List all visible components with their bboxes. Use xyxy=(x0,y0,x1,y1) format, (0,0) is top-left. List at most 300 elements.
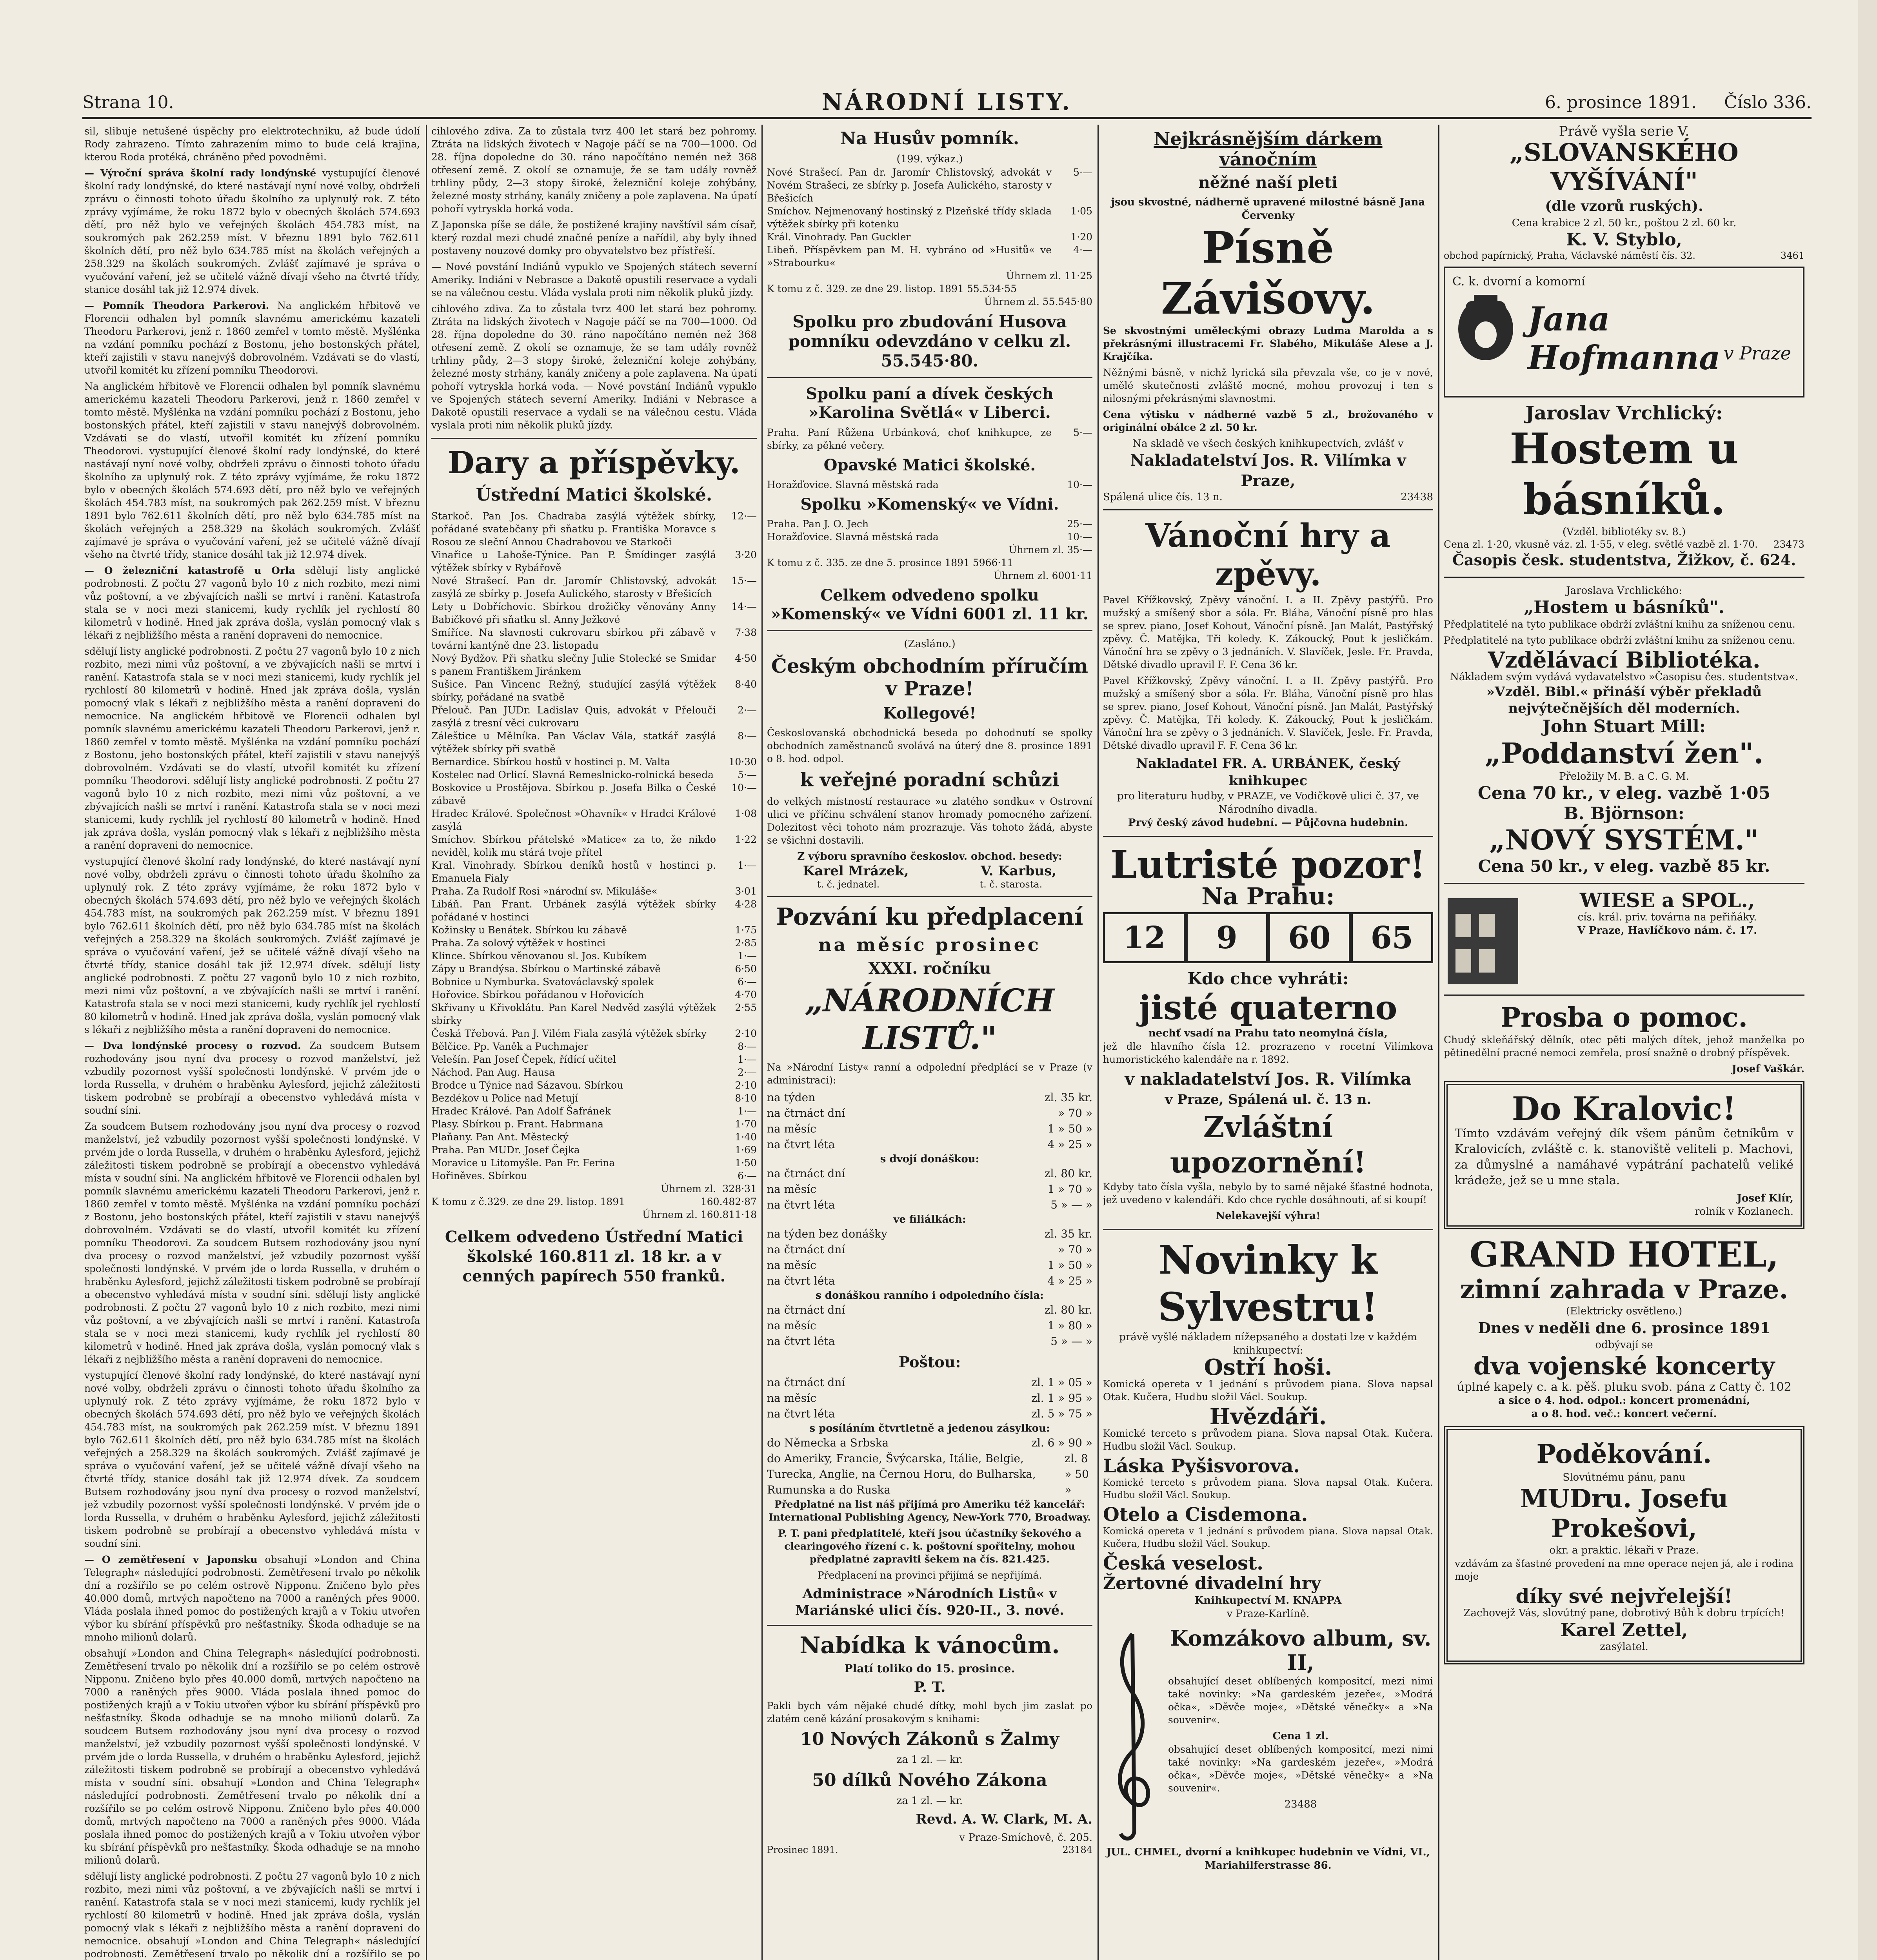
hofmann-name: Jana Hofmanna xyxy=(1528,299,1721,377)
lottery-text: jež dle hlavního čísla 12. prozrazeno v rocetní Vilímkova humoristického kalendáře na r. 1892. xyxy=(1103,1041,1433,1065)
donor-row-amount: 1·22 xyxy=(735,834,757,845)
page-header xyxy=(82,87,1812,118)
section-rule xyxy=(1103,836,1433,837)
invite-volume: XXXI. ročníku xyxy=(868,959,991,978)
donor-row xyxy=(431,962,757,975)
donor-row xyxy=(431,678,757,704)
play-text: Komické terceto s průvodem piana. Slova napsal Otak. Kučera. Hudbu složil Václ. Soukup. xyxy=(1103,1477,1433,1501)
donor-row-amount: 1·— xyxy=(738,1054,757,1065)
dekovani-sign: Karel Zettel, xyxy=(1560,1619,1688,1641)
column-ads-misc xyxy=(1444,125,1804,1960)
price-value: » 70 » xyxy=(1058,1243,1092,1256)
article: sdělují listy anglické podrobnosti. Z počtu 27 vagonů bylo 10 z nich rozbito, mezi nimi vůz poštovní, a ve zbývajících našli se mrtví i ranění. Katastrofa stala se v noci mezi stanicemi, kudy rychlík jel rychlostí 80 kilometrů v hodině. Hned jak zpráva došla, vyslán pomocný vlak s lékaři z nejbližšího města a ranění dopraveni do nemocnice. obsahují »London and China Telegraph« následující podrobnosti. Zemětřesení trvalo po několik dní a rozšířilo se po xyxy=(84,1871,420,1960)
komensky-closing: Celkem odvedeno spolku »Komenský« ve Vídni 6001 zl. 11 kr. xyxy=(771,586,1088,623)
donor-row xyxy=(431,1131,757,1143)
donor-row-text: Klince. Sbírkou věnovanou sl. Jos. Kubíkem xyxy=(431,950,647,962)
donor-row xyxy=(431,704,757,730)
price-group-label: s donáškou ranního i odpoledního čísla: xyxy=(816,1290,1044,1301)
donor-row-amount: 6·50 xyxy=(735,963,757,975)
donor-row-amount: 15·— xyxy=(731,575,757,586)
wiese-title: WIESE a SPOL., xyxy=(1579,889,1755,912)
vysiv-price: Cena krabice 2 zl. 50 kr., poštou 2 zl. 60 kr. xyxy=(1512,217,1737,229)
lottery-numbers xyxy=(1103,912,1433,963)
section-rule xyxy=(431,438,757,439)
donor-row-text: Starkoč. Pan Jos. Chadraba zasýlá výtěžek sbírky, pořádané svatebčany při sňatku p. Františka Moravce s Rosou ze sleční Annou Chadrabovou ve Starkoči xyxy=(431,510,716,548)
donor-row xyxy=(431,936,757,949)
vrchlicky-author: Jaroslav Vrchlický: xyxy=(1525,402,1723,424)
schuze-signatures xyxy=(767,863,1092,879)
price-value: 4 » 25 » xyxy=(1047,1274,1092,1287)
wiese-text xyxy=(1530,890,1804,988)
donor-row-text: Bělčice. Pp. Vaněk a Puchmajer xyxy=(431,1041,589,1052)
price-row xyxy=(767,1197,1092,1213)
donor-row-text: Nový Bydžov. Při sňatku slečny Julie Stolecké se Smidar s panem Františkem Jiránkem xyxy=(431,653,716,677)
hotel-time: a sice o 4. hod. odpol.: koncert promenádní, xyxy=(1498,1395,1750,1406)
vrchlicky-2-text: Předplatitelé na tyto publikace obdrží zvláštní knihu za sníženou cenu. xyxy=(1444,635,1795,646)
lottery-line: Kdo chce vyhráti: xyxy=(1187,969,1349,988)
column-divider xyxy=(1097,125,1099,1960)
karolina-title: Spolku paní a dívek českých »Karolina Světlá« v Liberci. xyxy=(806,385,1054,422)
donor-row-amount: 8·10 xyxy=(735,1093,757,1104)
lottery-number: 60 xyxy=(1268,912,1351,963)
dekovani-sub: okr. a praktic. lékaři v Praze. xyxy=(1549,1544,1699,1556)
donor-row-amount: 8·40 xyxy=(735,679,757,690)
price-period: na čtrnáct dní xyxy=(767,1107,845,1120)
price-value: 1 » 50 » xyxy=(1047,1259,1092,1272)
komensky-row xyxy=(767,517,1092,530)
article: obsahují »London and China Telegraph« následující podrobnosti. Zemětřesení trvalo po několik dní a rozšířilo se po celém ostrově Nipponu. Zničeno bylo přes 40.000 domů, mrtvých napočteno na 7000 a raněných přes 9000. Vláda poslala ihned pomoc do postižených krajů a v Tokiu utvořen výbor ku sbírání příspěvků pro nešťastníky. Škoda odhaduje se na mnoho milionů dolarů. Za soudcem Butsem rozhodovány jsou nyní dva procesy o rozvod manželství, jež vzbudily pozornost vyšší společnosti londýnské. V prvém jde o lorda Russella, v druhém o hraběnku Aylesford, jejichž záležitosti tiskem podrobně se probírají a obecenstvo vyhledává místa v soudní síni. obsahují »London and China Telegraph« následující podrobnosti. Zemětřesení trvalo po několik dní a rozšířilo se po celém ostrově Nipponu. Zničeno bylo přes 40.000 domů, mrtvých napočteno na 7000 a raněných přes 9000. Vláda poslala ihned pomoc do postižených krajů a v Tokiu utvořen výbor ku sbírání příspěvků pro nešťastníky. Škoda odhaduje se na mnoho milionů dolarů. xyxy=(84,1648,420,1866)
price-group-label: s posíláním čtvrtletně a jedenou zásylkou: xyxy=(809,1423,1050,1434)
terceto-text: Komické terceto s průvodem piana. Slova napsal Otak. Kučera. Hudbu složil Václ. Soukup. xyxy=(1103,1428,1433,1452)
knapp-title: Knihkupectví M. KNAPPA xyxy=(1194,1595,1342,1606)
article: — O zemětřesení v Japonsku obsahují »London and China Telegraph« následující podrobnosti. Zemětřesení trvalo po několik dní a rozšířilo se po celém ostrově Nipponu. Zničeno bylo přes 40.000 domů, mrtvých napočteno na 7000 a raněných přes 9000. Vláda poslala ihned pomoc do postižených krajů a v Tokiu utvořen výbor ku sbírání příspěvků pro nešťastníky. Škoda odhaduje se na mnoho milionů dolarů. xyxy=(84,1554,420,1643)
invite-title: Pozvání ku předplacení xyxy=(776,903,1083,931)
book-description: Se skvostnými uměleckými obrazy Ludma Marolda a s překrásnými illustracemi Fr. Slabého, Mikuláše Alese a J. Krajčíka. xyxy=(1103,325,1433,362)
hus-subtitle: (199. výkaz.) xyxy=(896,153,963,165)
hus-row xyxy=(767,166,1092,205)
hotel-subtitle: zimní zahrada v Praze. xyxy=(1460,1274,1788,1305)
mill-book: „Poddanství žen". xyxy=(1485,737,1764,770)
price-list-foreign xyxy=(767,1435,1092,1498)
donor-row xyxy=(431,1143,757,1156)
hus-prev: K tomu z č. 329. ze dne 29. listop. 1891 55.534·55 xyxy=(767,283,1017,294)
book-description-2: Něžnými básně, v nichž lyrická sila převzala vše, co je v nové, umělé skutečnosti zvláště mocné, mohou provozuj i ten s nilosnými překrásnými slavnostmi. xyxy=(1103,367,1433,404)
article: — Pomník Theodora Parkerovi. Na anglickém hřbitově ve Florencii odhalen byl pomník slavnému americkému kazateli Theodoru Parkerovi, jenž r. 1860 zemřel v tomto městě. Myšlénka na vzdání pomníku pochází z Bostonu, jeho bostonských přátel, kteří zajistili v stavu nanejvýš dobrovolném. Vzdávati se do vlastí, utvořil komitét ku zřízení pomníku Theodorovi. xyxy=(84,300,420,376)
donor-row-text: Hradec Králové. Společnost »Ohavník« v Hradci Králové zasýlá xyxy=(431,808,716,832)
donor-row-text: Hradec Králové. Pan Adolf Šafránek xyxy=(431,1105,611,1117)
treble-clef-icon xyxy=(1103,1626,1162,1846)
donor-row-amount: 5·— xyxy=(738,769,757,780)
donor-row xyxy=(431,574,757,600)
article-heading: — O zemětřesení v Japonsku xyxy=(84,1554,258,1565)
lottery-number: 9 xyxy=(1186,912,1268,963)
prosba-sign: Josef Vaškár. xyxy=(1732,1063,1804,1075)
price-group-label: s dvojí donáškou: xyxy=(880,1153,979,1165)
schuze-title: k veřejné poradní schůzi xyxy=(800,769,1059,791)
kralovice-sign: Josef Klír, xyxy=(1737,1192,1793,1204)
price-row xyxy=(767,1105,1092,1121)
zaslano-label: (Zasláno.) xyxy=(904,638,956,650)
donor-row xyxy=(431,949,757,962)
donor-row-amount: 8·— xyxy=(738,1041,757,1052)
play-title: Česká veselost. xyxy=(1103,1552,1263,1574)
price-row xyxy=(767,1258,1092,1273)
donor-row-amount: 4·28 xyxy=(735,898,757,910)
section-rule xyxy=(767,1625,1092,1626)
price-period: na týden bez donášky xyxy=(767,1227,887,1240)
section-rule xyxy=(1444,577,1804,578)
komzak-text: obsahující deset oblíbených kompositcí, mezi nimi také novinky: »Na gardeském jezeře«, »Modrá očka«, »Děvče moje«, »Dětské věnečky« a »Na souvenir«. xyxy=(1168,1675,1433,1726)
donations-subtitle: Ústřední Matici školské. xyxy=(476,485,712,505)
price-period: na týden xyxy=(767,1091,816,1104)
donor-row-text: Zápy u Brandýsa. Sbírkou o Martinské zábavě xyxy=(431,963,661,975)
donor-row xyxy=(431,1105,757,1118)
price-value: 5 » — » xyxy=(1050,1198,1092,1211)
komzak-text: obsahující deset oblíbených kompositcí, mezi nimi také novinky: »Na gardeském jezeře«, »Modrá očka«, »Děvče moje«, »Dětské věnečky« a »Na souvenir«. xyxy=(1168,1744,1433,1794)
article: Za soudcem Butsem rozhodovány jsou nyní dva procesy o rozvod manželství, jež vzbudily pozornost vyšší společnosti londýnské. V prvém jde o lorda Russella, v druhém o hraběnku Aylesford, jejichž záležitosti tiskem podrobně se probírají a obecenstvo vyhledává místa v soudní síni. Na anglickém hřbitově ve Florencii odhalen byl pomník slavnému americkému kazateli Theodoru Parkerovi, jenž r. 1860 zemřel v tomto městě. Myšlénka na vzdání pomníku pochází z Bostonu, jeho bostonských přátel, kteří zajistili v stavu nanejvýš dobrovolném. Vzdávati se do vlastí, utvořil komitét ku zřízení pomníku Theodorovi. Za soudcem Butsem rozhodovány jsou nyní dva procesy o rozvod manželství, jež vzbudily pozornost vyšší společnosti londýnské. V prvém jde o lorda Russella, v druhém o hraběnku Aylesford, jejichž záležitosti tiskem podrobně se probírají a obecenstvo vyhledává místa v soudní síni. sdělují listy anglické podrobnosti. Z počtu 27 vagonů bylo 10 z nich rozbito, mezi nimi vůz poštovní, a ve zbývajících našli se mrtví i ranění. Katastrofa stala se v noci mezi stanicemi, kudy rychlík jel rychlostí 80 kilometrů v hodině. Hned jak zpráva došla, vyslán pomocný vlak s lékaři z nejbližšího města a ranění dopraveni do nemocnice. xyxy=(84,1121,420,1365)
donor-row-amount: 1·50 xyxy=(735,1157,757,1169)
kupci-text: Českoslovanská obchodnická beseda po dohodnutí se spolky obchodních zaměstnanců svolává na úterý dne 8. prosince 1891 o 8. hod. odpol. xyxy=(767,727,1092,764)
lottery-number: 65 xyxy=(1351,912,1434,963)
kralovice-ad xyxy=(1444,1081,1804,1229)
donations-closing: Celkem odvedeno Ústřední Matici školské 160.811 zl. 18 kr. a v cenných papírech 550 franků. xyxy=(445,1228,743,1285)
bjornson-author: B. Björnson: xyxy=(1564,804,1684,824)
hofmann-place: v Praze xyxy=(1723,343,1791,364)
hus-row-amount: 5·— xyxy=(1073,167,1092,178)
hofmann-ad xyxy=(1444,267,1804,397)
page-margin xyxy=(1858,0,1877,1960)
play-title: Otelo a Cisdemona. xyxy=(1103,1504,1308,1526)
warning-text: Kdyby tato čísla vyšla, nebylo by to samé nějaké šťastné hodnota, jež uvedeno v kalendáři. Kdo chce rychle dosáhnouti, ať si koupí! xyxy=(1103,1181,1433,1205)
donor-row xyxy=(431,768,757,781)
signature: V. Karbus, xyxy=(981,863,1057,879)
column-news-2 xyxy=(431,125,757,1960)
donor-row xyxy=(431,755,757,768)
ad-headline: Nejkrásnějším dárkem vánočním xyxy=(1154,128,1383,170)
publisher-address: Spálená ulice čís. 13 n. 23438 xyxy=(1103,491,1433,503)
kralovice-sign-2: rolník v Kozlanech. xyxy=(1694,1206,1793,1218)
kralovice-title: Do Kralovic! xyxy=(1512,1090,1737,1128)
hus-row-text: Nové Strašecí. Pan dr. Jaromír Chlistovský, advokát v Novém Strašeci, ze sbírky p. Josefa Aulického, starosty v Břešicích xyxy=(767,167,1052,204)
donor-row-amount: 10·— xyxy=(731,782,757,793)
column-ads-books xyxy=(1103,125,1433,1960)
donor-row xyxy=(431,1066,757,1079)
donor-row-amount: 1·70 xyxy=(735,1118,757,1130)
prosba-text: Chudý skleňářský dělník, otec pěti malých dítek, jehož manželka po pětinedělní pracné nemoci zemřela, prosí snažně o drobný příspěvek. xyxy=(1444,1034,1804,1058)
signature-role: t. č. starosta. xyxy=(979,879,1043,890)
donor-row-amount: 2·— xyxy=(738,1067,757,1078)
donor-row-amount: 10·30 xyxy=(729,756,757,768)
lottery-title: Lutristé pozor! xyxy=(1110,842,1426,887)
article: sdělují listy anglické podrobnosti. Z počtu 27 vagonů bylo 10 z nich rozbito, mezi nimi vůz poštovní, a ve zbývajících našli se mrtví i ranění. Katastrofa stala se v noci mezi stanicemi, kudy rychlík jel rychlostí 80 kilometrů v hodině. Hned jak zpráva došla, vyslán pomocný vlak s lékaři z nejbližšího města a ranění dopraveni do nemocnice. Na anglickém hřbitově ve Florencii odhalen byl pomník slavnému americkému kazateli Theodoru Parkerovi, jenž r. 1860 zemřel v tomto městě. Myšlénka na vzdání pomníku pochází z Bostonu, jeho bostonských přátel, kteří zajistili v stavu nanejvýš dobrovolném. Vzdávati se do vlastí, utvořil komitét ku zřízení pomníku Theodorovi. sdělují listy anglické podrobnosti. Z počtu 27 vagonů bylo 10 z nich rozbito, mezi nimi vůz poštovní, a ve zbývajících našli se mrtví i ranění. Katastrofa stala se v noci mezi stanicemi, kudy rychlík jel rychlostí 80 kilometrů v hodině. Hned jak zpráva došla, vyslán pomocný vlak s lékaři z nejbližšího města a ranění dopraveni do nemocnice. xyxy=(84,646,420,851)
section-rule xyxy=(1103,509,1433,510)
donor-row xyxy=(431,1118,757,1131)
article-heading: — Dva londýnské procesy o rozvod. xyxy=(84,1040,301,1051)
article-text: Z Japonska píše se dále, že postižené krajiny navštívil sám císař, který rozdal mezi chudé značné peníze a nařídil, aby byly ihned postaveny nouzové domky pro obyvatelstvo bez přístřeší. xyxy=(431,219,757,256)
christmas-pt: P. T. xyxy=(914,1679,946,1695)
karolina-row: Praha. Paní Růžena Urbánková, choť knihkupce, ze sbírky, za pěkné večery. 5·— xyxy=(767,427,1092,451)
price-value: zl. 35 kr. xyxy=(1044,1091,1092,1104)
sum-row: Úhrnem zl. 328·31 xyxy=(661,1183,757,1194)
donor-row xyxy=(431,781,757,807)
section-rule xyxy=(767,377,1092,378)
komzak-title: Komzákovo album, sv. II, xyxy=(1170,1626,1432,1675)
hus-row xyxy=(767,230,1092,243)
section-rule xyxy=(767,896,1092,897)
vrchlicky-price: Cena zl. 1·20, vkusně váz. zl. 1·55, v eleg. světlé vazbě zl. 1·70. 23473 xyxy=(1444,539,1804,550)
article-heading: — O železniční katastrofě u Orla xyxy=(84,565,295,576)
donor-row-amount: 7·38 xyxy=(735,627,757,638)
factory-icon xyxy=(1444,890,1522,988)
donor-row xyxy=(431,548,757,574)
ad-subline: jsou skvostné, nádherně upravené milostné básně Jana Červenky xyxy=(1111,196,1425,221)
price-row xyxy=(767,1226,1092,1242)
donor-row-text: Smíříce. Na slavnosti cukrovaru sbírkou při zábavě v tovární kantýně dne 23. listopadu xyxy=(431,627,716,651)
price-group-label: ve filiálkách: xyxy=(893,1214,966,1225)
admin-address: Administrace »Národních Listů« v Mariánské ulici čís. 920-II., 3. nové. xyxy=(795,1586,1065,1618)
invite-text: Na »Národní Listy« ranní a odpolední předplácí se v Praze (v administraci): xyxy=(767,1062,1092,1086)
price-value: 4 » 25 » xyxy=(1047,1138,1092,1151)
hotel-time: a o 8. hod. več.: koncert večerní. xyxy=(1531,1408,1717,1420)
donor-row-text: Vinařice u Lahoše-Týnice. Pan P. Šmídinger zasýlá výtěžek sbírky v Rybářově xyxy=(431,549,716,573)
lottery-publisher-address: v Praze, Spálená ul. č. 13 n. xyxy=(1165,1092,1372,1107)
article: — O železniční katastrofě u Orla sdělují listy anglické podrobnosti. Z počtu 27 vagonů bylo 10 z nich rozbito, mezi nimi vůz poštovní, a ve zbývajících našli se mrtví i ranění. Katastrofa stala se v noci mezi stanicemi, kudy rychlík jel rychlostí 80 kilometrů v hodině. Hned jak zpráva došla, vyslán pomocný vlak s lékaři z nejbližšího města a ranění dopraveni do nemocnice. xyxy=(84,565,420,641)
christmas-title: Nabídka k vánocům. xyxy=(799,1632,1060,1659)
donor-row-text: Plaňany. Pan Ant. Městecký xyxy=(431,1131,569,1143)
hotel-given: odbývají se xyxy=(1595,1339,1653,1351)
donor-row-amount: 1·— xyxy=(738,860,757,871)
komensky-row-text: Horažďovice. Slavná městská rada xyxy=(767,531,939,543)
knapp-address: v Praze-Karlíně. xyxy=(1227,1608,1310,1620)
kupci-title: Českým obchodním příručím v Praze! xyxy=(771,654,1088,700)
donor-row-amount: 1·75 xyxy=(735,924,757,936)
donor-row-text: Bezdékov u Police nad Metují xyxy=(431,1093,578,1104)
price-row xyxy=(767,1406,1092,1422)
dekovani-text: vzdávám za šťastné provedení na mne operace nejen já, ale i rodina moje xyxy=(1455,1558,1793,1582)
cheque-note: P. T. pani předplatitelé, kteří jsou účastníky šekového a clearingového řízení c. k. poštovní spořitelny, mohou předplatné zapraviti šekem na čís. 821.425. xyxy=(778,1528,1081,1565)
mill-translators: Přeložily M. B. a C. G. M. xyxy=(1559,771,1689,782)
price-period: na měsíc xyxy=(767,1122,816,1135)
donor-row-text: Libáň. Pan Frant. Urbánek zasýlá výtěžek sbírky pořádané v hostinci xyxy=(431,898,716,923)
donor-row xyxy=(431,510,757,548)
article-heading: — Výroční správa školní rady londýnské xyxy=(84,167,316,179)
donor-row-text: Velešín. Pan Josef Čepek, řídící učitel xyxy=(431,1054,616,1065)
invite-paper: „NÁRODNÍCH LISTŮ." xyxy=(805,982,1055,1056)
vrchlicky-note: (Vzděl. bibliotéky sv. 8.) xyxy=(1562,526,1686,538)
dekovani-ad xyxy=(1444,1426,1804,1664)
christmas-subtitle: Platí toliko do 15. prosince. xyxy=(844,1662,1015,1675)
donor-row xyxy=(431,975,757,988)
hus-row-text: Král. Vinohrady. Pan Guckler xyxy=(767,231,911,243)
hofmann-top: C. k. dvorní a komorní xyxy=(1452,275,1585,289)
section-rule xyxy=(1103,1229,1433,1230)
donor-row xyxy=(431,833,757,859)
price-period: na čtvrt léta xyxy=(767,1407,835,1420)
previous-sum-row: K tomu z č.329. ze dne 29. listop. 1891 160.482·87 xyxy=(431,1196,757,1207)
prosba-title: Prosba o pomoc. xyxy=(1500,1002,1748,1033)
price-value: zl. 8 » 50 » xyxy=(1065,1452,1089,1496)
article-text: cihlového zdiva. Za to zůstala tvrz 400 let stará bez pohromy. Ztráta na lidských životech v Nagoje páčí se na 700—1000. Od 28. října dopoledne do 30. ráno napočítáno nemén než 368 otřesení země. Z okolí se oznamuje, že se tam udály rovněž trhliny půdy, 2—3 stopy široké, železniční koleje zohýbány, železné mosty strhány, kanály zničeny a pole zaplavena. Na úpatí pohoří vytryskla horká voda. — Nové povstání Indiánů vypuklo ve Spojených státech severní Ameriky. Indiáni v Nebrasce a Dakotě opustili reservace a vydali se na válečnou cestu. Vláda vyslala proti nim několik pluků jízdy. xyxy=(431,303,757,431)
price-period: na čtvrt léta xyxy=(767,1138,835,1151)
donor-row-text: Brodce u Týnice nad Sázavou. Sbírkou xyxy=(431,1080,623,1091)
price-row xyxy=(767,1435,1092,1451)
games-text: Pavel Křížkovský, Zpěvy vánoční. I. a II. Zpěvy pastýřů. Pro mužský a smíšený sbor a sóla. Fr. Bláha, Vánoční písně pro hlas se sprev. piano, Josef Kohout, Vánoční písně. Jan Malát, Pastýřský zpěvy. Č. Matějka, Tři koledy. K. Zákoucký, Pout k jesličkám. Vánoční hra se zpěvy o 3 jednáních. V. Slavíček, Jesle. Fr. Pravda, Dětské divadlo upravil F. F. Cena 36 kr. xyxy=(1103,594,1433,670)
operetta-text: Komická opereta v 1 jednání s průvodem piana. Slova napsal Otak. Kučera, Hudbu složil Václ. Soukup. xyxy=(1103,1378,1433,1403)
hus-row-text: Smíchov. Nejmenovaný hostinský z Plzeňské třídy sklada výtěžek sbírky při kotenku xyxy=(767,205,1052,230)
komensky-row-amount: 10·— xyxy=(1067,531,1092,543)
price-list-twice xyxy=(767,1302,1092,1349)
donor-row-text: Kožinsky u Benátek. Sbírkou ku zábavě xyxy=(431,924,627,936)
wiese-sub: cís. král. priv. továrna na peřiňáky. xyxy=(1577,911,1757,923)
donor-row xyxy=(431,807,757,833)
vysiv-head: Právě vyšla serie V. xyxy=(1559,125,1690,139)
komensky-row xyxy=(767,530,1092,543)
cheque-note-2: Předplacení na provinci přijímá se nepřijímá. xyxy=(817,1570,1042,1581)
donor-row-text: Boskovice u Prostějova. Sbírkou p. Josefa Bilka o České zábavě xyxy=(431,782,716,806)
price-row xyxy=(767,1137,1092,1152)
styblo-name: K. V. Styblo, xyxy=(1566,230,1682,250)
donor-row-amount: 3·01 xyxy=(735,886,757,897)
dekovani-title: Poděkování. xyxy=(1536,1439,1712,1469)
christmas-text: Pakli bych vám nějaké chudé dítky, mohl bych jim zaslat po zlatém ceně kázání prosakovým s knihami: xyxy=(767,1700,1092,1724)
section-rule xyxy=(767,630,1092,631)
donor-row-amount: 4·70 xyxy=(735,989,757,1000)
donor-row-text: Bobnice u Nymburka. Svatováclavský spolek xyxy=(431,976,654,987)
price-period: na měsíc xyxy=(767,1183,816,1196)
mill-author: John Stuart Mill: xyxy=(1543,717,1706,737)
donor-row xyxy=(431,1001,757,1027)
donor-row-text: Nové Strašecí. Pan dr. Jaromír Chlistovský, advokát zasýlá ze sbírky p. Josefa Aulického, starosty v Břešicích xyxy=(431,575,716,599)
publisher-line: Na skladě ve všech českých knihkupectvích, zvlášť v xyxy=(1132,438,1404,450)
donor-row-amount: 1·40 xyxy=(735,1131,757,1143)
price-row xyxy=(767,1390,1092,1406)
header-rule xyxy=(82,117,1812,119)
publisher-name: Nakladatelství Jos. R. Vilímka v Praze, xyxy=(1130,451,1406,490)
komensky-title: Spolku »Komenský« ve Vídni. xyxy=(800,495,1059,514)
donor-row-text: Sušice. Pan Vincenc Režný, studující zasýlá výtěžek sbírky, pořádané na svatbě xyxy=(431,679,716,703)
price-period: do Ameriky, Francie, Švýcarska, Itálie, Belgie, Turecka, Anglie, na Černou Horu, do Bulharska, Rumunska a do Ruska xyxy=(767,1452,1036,1496)
schuze-text: do velkých místností restaurace »u zlatého sondku« v Ostrovní ulici ve příčinu schválení stanov hromady pomocného zařízení. Dolezitost věci tohoto nám prozrazuje. Vás tohoto žádá, abyste se všichni dostavili. xyxy=(767,796,1092,846)
column-divider xyxy=(761,125,763,1960)
price-group-label: Poštou: xyxy=(898,1353,961,1371)
lottery-publisher: v nakladatelství Jos. R. Vilímka xyxy=(1125,1069,1412,1089)
price-period: do Německa a Srbska xyxy=(767,1436,889,1449)
price-row xyxy=(767,1121,1092,1137)
hus-row-amount: 4·— xyxy=(1073,244,1092,256)
komensky-row-text: Praha. Pan J. O. Jech xyxy=(767,518,869,530)
donor-row xyxy=(431,885,757,898)
donor-row-amount: 1·— xyxy=(738,950,757,962)
price-value: » 70 » xyxy=(1058,1107,1092,1120)
section-rule xyxy=(1444,883,1804,884)
price-row xyxy=(767,1090,1092,1105)
donor-row-text: Hořiněves. Sbírkou xyxy=(431,1170,527,1181)
column-news-1 xyxy=(84,125,420,1960)
price-row xyxy=(767,1242,1092,1258)
komzak-text-block xyxy=(1168,1626,1433,1846)
double-headed-eagle-icon xyxy=(1452,292,1519,366)
price-value: zl. 80 kr. xyxy=(1044,1167,1092,1180)
price-value: 5 » — » xyxy=(1050,1335,1092,1348)
article: vystupující členové školní rady londýnské, do které nastávají nyní nové volby, obdrželi zprávu o činnosti tohoto úřadu školního za uplynulý rok. Z této zprávy vyjímáme, že roku 1872 bylo v obecných školách 574.693 dětí, pro něž bylo ve veřejných školách 454.783 míst, na soukromých pak 262.259 míst. V březnu 1891 bylo 762.611 školních dětí, pro něž bylo 634.785 míst na školách veřejných a 258.329 na školách soukromých. Zvlášť zajímavé je správa o vyučování vaření, jež se učitelé vážně dívají všeho na čtvrté třídy, stanice dosáhl tak již 12.974 dívek. sdělují listy anglické podrobnosti. Z počtu 27 vagonů bylo 10 z nich rozbito, mezi nimi vůz poštovní, a ve zbývajících našli se mrtví i ranění. Katastrofa stala se v noci mezi stanicemi, kudy rychlík jel rychlostí 80 kilometrů v hodině. Hned jak zpráva došla, vyslán pomocný vlak s lékaři z nejbližšího města a ranění dopraveni do nemocnice. xyxy=(84,856,420,1035)
hus-total: Úhrnem zl. 55.545·80 xyxy=(984,296,1092,307)
price-row xyxy=(767,1166,1092,1181)
donor-row xyxy=(431,1079,757,1092)
donor-row xyxy=(431,626,757,652)
article-text: sil, slibuje netušené úspěchy pro elektrotechniku, až bude údolí Rody zahrazeno. Tímto zahrazením mimo to bude celá krajina, kterou Roda protéká, chráněno před povodněmi. xyxy=(84,125,420,163)
signature-role: t. č. jednatel. xyxy=(817,879,880,890)
price-period: na čtrnáct dní xyxy=(767,1243,845,1256)
donor-row xyxy=(431,652,757,678)
hotel-date: Dnes v neděli dne 6. prosince 1891 xyxy=(1478,1319,1770,1337)
vysiv-subtitle: (dle vzorů ruských). xyxy=(1545,198,1703,214)
kralovice-text: Tímto vzdávám veřejný dík všem pánům četníkům v Kralovicích, zvláště c. k. stanoviště veliteli p. Machovi, za důmyslné a namáhavé vypátrání pachatelů veliké krádeže, jež se u mne stala. xyxy=(1455,1127,1793,1187)
hus-row xyxy=(767,243,1092,269)
price-period: na čtvrt léta xyxy=(767,1274,835,1287)
games-text: Pavel Křížkovský, Zpěvy vánoční. I. a II. Zpěvy pastýřů. Pro mužský a smíšený sbor a sóla. Fr. Bláha, Vánoční písně pro hlas se sprev. piano, Josef Kohout, Vánoční písně. Jan Malát, Pastýřský zpěvy. Č. Matějka, Tři koledy. K. Zákoucký, Pout k jesličkám. Vánoční hra se zpěvy o 3 jednáních. V. Slavíček, Jesle. Fr. Pravda, Dětské divadlo upravil F. F. Cena 36 kr. xyxy=(1103,675,1433,751)
price-period: na čtrnáct dní xyxy=(767,1303,845,1316)
donor-row xyxy=(431,1053,757,1066)
price-list-filialky xyxy=(767,1226,1092,1289)
price-row xyxy=(767,1334,1092,1349)
hus-donor-list xyxy=(767,166,1092,269)
donor-row xyxy=(431,600,757,626)
novinky-title: Novinky k Sylvestru! xyxy=(1158,1237,1378,1330)
wiese-address: V Praze, Havlíčkovo nám. č. 17. xyxy=(1577,925,1757,936)
donor-row-amount: 4·50 xyxy=(735,653,757,664)
donor-row-amount: 6·— xyxy=(738,1170,757,1181)
bible-offer: 10 Nových Zákonů s Žalmy xyxy=(800,1729,1059,1749)
bjornson-book: „NOVÝ SYSTÉM." xyxy=(1489,824,1759,856)
price-list-home xyxy=(767,1166,1092,1213)
donor-row xyxy=(431,988,757,1001)
price-period: na čtrnáct dní xyxy=(767,1167,845,1180)
price-value: 1 » 70 » xyxy=(1047,1183,1092,1196)
dekovani-thanks: díky své nejvřelejší! xyxy=(1515,1584,1733,1608)
donor-row-amount: 14·— xyxy=(731,601,757,612)
price-period: na měsíc xyxy=(767,1392,816,1405)
play-title: Láska Pyšisvorova. xyxy=(1103,1455,1300,1477)
donor-row xyxy=(431,730,757,755)
article: — Dva londýnské procesy o rozvod. Za soudcem Butsem rozhodovány jsou nyní dva procesy o rozvod manželství, jež vzbudily pozornost vyšší společnosti londýnské. V prvém jde o lorda Russella, v druhém o hraběnku Aylesford, jejichž záležitosti tiskem podrobně se probírají a obecenstvo vyhledává místa v soudní síni. xyxy=(84,1040,420,1116)
ad-headline-2: něžné naší pleti xyxy=(1198,173,1338,192)
games-title: Vánoční hry a zpěvy. xyxy=(1145,517,1391,593)
play-text: Komická opereta v 1 jednání s průvodem piana. Slova napsal Otak. Kučera, Hudbu složil Václ. Soukup. xyxy=(1103,1526,1433,1549)
urbanek-tail: Prvý český závod hudební. — Půjčovna hudebnin. xyxy=(1128,817,1408,829)
schuze-sign-head: Z výboru spravního českoslov. obchod. besedy: xyxy=(797,851,1062,862)
bjornson-price: Cena 50 kr., v eleg. vazbě 85 kr. xyxy=(1478,857,1770,876)
invite-subtitle: na měsíc prosinec xyxy=(818,934,1041,955)
donor-row-amount: 1·— xyxy=(738,1105,757,1117)
section-rule xyxy=(1444,995,1804,996)
novinky-subtitle: právě vyšlé nákladem nížepsaného a dostati lze v každém knihkupectví: xyxy=(1119,1331,1417,1356)
donor-row xyxy=(431,1027,757,1040)
bible-price: za 1 zl. — kr. xyxy=(896,1754,963,1766)
komensky-sum: Úhrnem zl. 35·— xyxy=(1008,544,1092,555)
donor-row-text: Přelouč. Pan JUDr. Ladislav Quis, advokát v Přelouči zasýlá z tresní věci cukrovaru xyxy=(431,704,716,729)
hotel-title: GRAND HOTEL, xyxy=(1469,1234,1779,1275)
donor-row xyxy=(431,1169,757,1182)
warning-note: Nelekavejší výhra! xyxy=(1216,1210,1321,1222)
donor-row-text: Praha. Pan MUDr. Josef Čejka xyxy=(431,1144,580,1156)
donor-row-text: Hořovice. Sbírkou pořádanou v Hořovicích xyxy=(431,989,644,1000)
urbanek-line: Nakladatel FR. A. URBÁNEK, český knihkupec xyxy=(1136,756,1400,789)
komensky-total: Úhrnem zl. 6001·11 xyxy=(993,570,1092,581)
komensky-donor-list xyxy=(767,517,1092,543)
donations-title: Dary a příspěvky. xyxy=(448,445,740,481)
donor-row-text: Praha. Za Rudolf Rosi »národní sv. Mikuláše« xyxy=(431,886,658,897)
vrchlicky-2-text: Předplatitelé na tyto publikace obdrží zvláštní knihu za sníženou cenu. xyxy=(1444,619,1795,630)
